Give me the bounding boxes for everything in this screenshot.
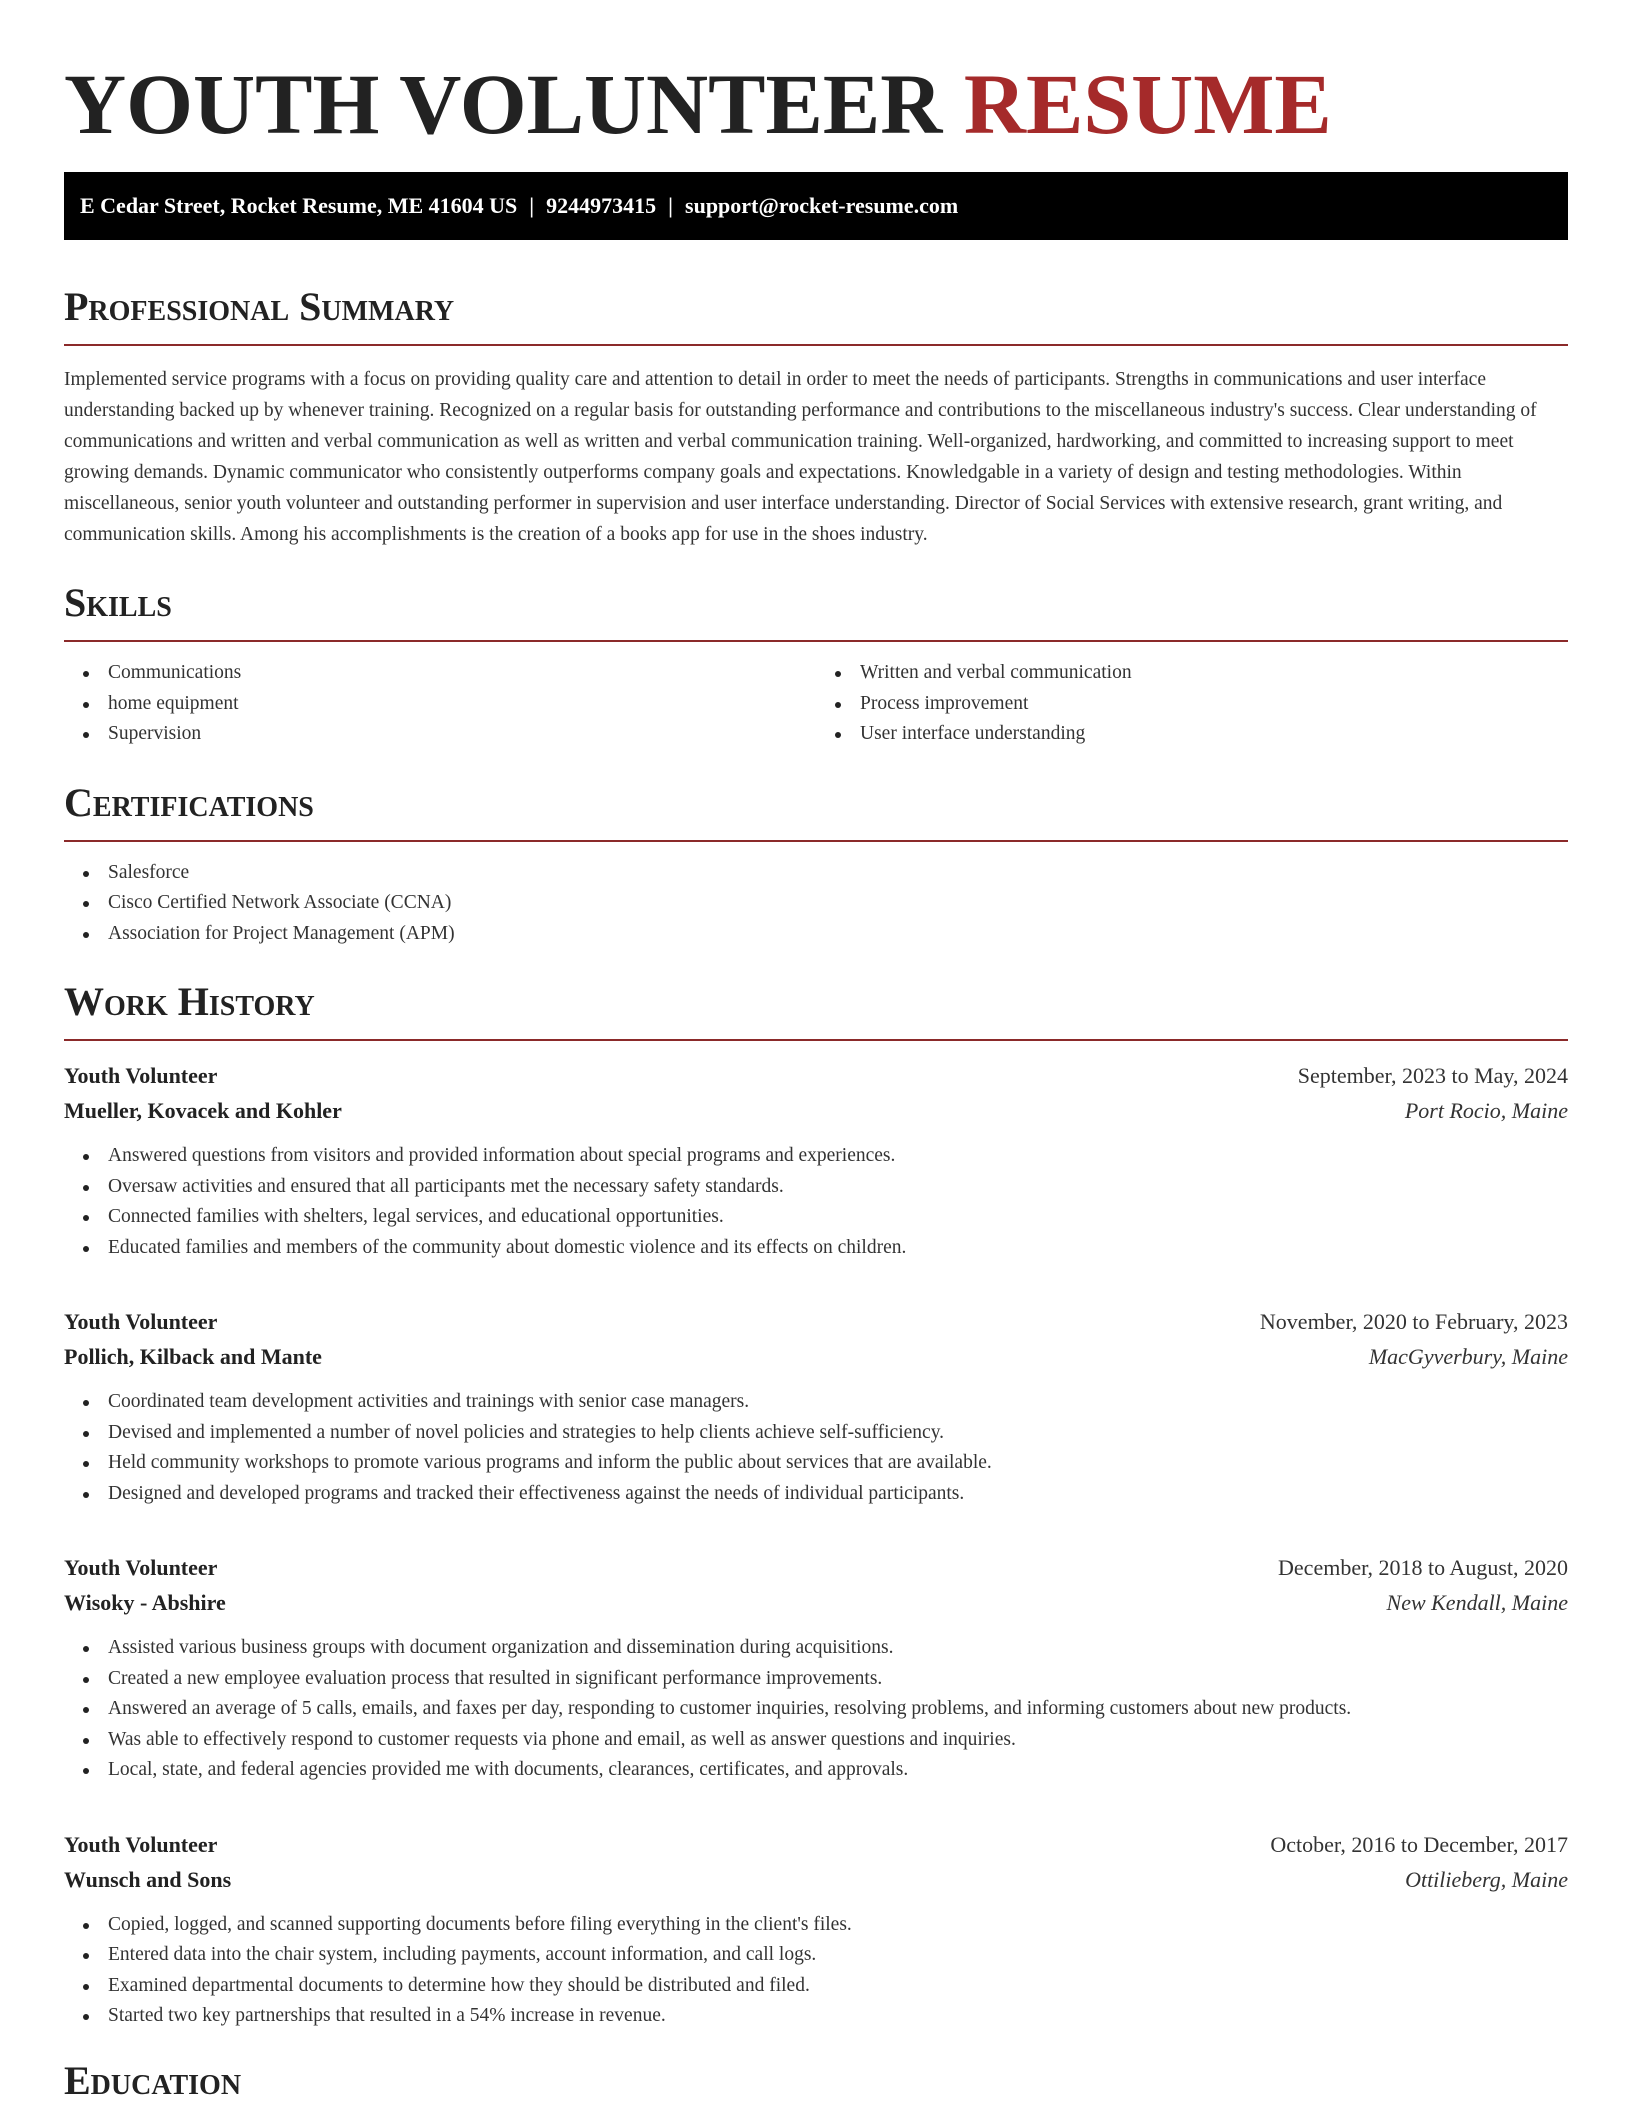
- skill-item: Communications: [108, 658, 816, 689]
- contact-phone: 9244973415: [546, 193, 657, 218]
- job-bullets: [64, 1387, 1568, 1509]
- job-dates: October, 2016 to December, 2017: [1270, 1831, 1568, 1857]
- skill-item: Supervision: [108, 719, 816, 750]
- skills-heading: Skills: [64, 580, 172, 625]
- skill-item: Process improvement: [860, 689, 1568, 720]
- contact-email: support@rocket-resume.com: [685, 193, 959, 218]
- job-company-row: [64, 1862, 1568, 1898]
- job-bullet: Created a new employee evaluation process that resulted in significant performance improvements.: [108, 1664, 1568, 1695]
- job-bullet: Copied, logged, and scanned supporting documents before filing everything in the client's files.: [108, 1910, 1568, 1941]
- skill-item: Written and verbal communication: [860, 658, 1568, 689]
- job-entry: [64, 1551, 1568, 1786]
- certification-item: Association for Project Management (APM): [108, 919, 1568, 950]
- title-accent: RESUME: [963, 56, 1332, 152]
- title-main: YOUTH VOLUNTEER: [64, 56, 943, 152]
- resume-title: [64, 0, 1568, 150]
- job-bullet: Coordinated team development activities and trainings with senior case managers.: [108, 1387, 1568, 1418]
- job-title: Youth Volunteer: [64, 1831, 218, 1857]
- certification-item: Cisco Certified Network Associate (CCNA): [108, 888, 1568, 919]
- job-bullet: Answered questions from visitors and provided information about special programs and experiences.: [108, 1141, 1568, 1172]
- job-company: Wisoky - Abshire: [64, 1590, 226, 1615]
- section-divider: [64, 840, 1568, 842]
- section-divider: [64, 1039, 1568, 1041]
- summary-text: Implemented service programs with a focus on providing quality care and attention to detail in order to meet the needs of participants. Strengths in communications and user interface understanding backed up by whenever training. Recognized on a regular basis for outstanding performance and contributions to the miscellaneous industry's success. Clear understanding of communications and written and verbal communication as well as written and verbal communication training. Well-organized, hardworking, and committed to increasing support to meet growing demands. Dynamic communicator who consistently outperforms company goals and expectations. Knowledgable in a variety of design and testing methodologies. Within miscellaneous, senior youth volunteer and outstanding performer in supervision and user interface understanding. Director of Social Services with extensive research, grant writing, and communication skills. Among his accomplishments is the creation of a books app for use in the shoes industry.: [64, 369, 1537, 545]
- skills-section: [64, 580, 1568, 750]
- job-bullet: Devised and implemented a number of novel policies and strategies to help clients achieve self-sufficiency.: [108, 1418, 1568, 1449]
- job-bullet: Designed and developed programs and tracked their effectiveness against the needs of individual participants.: [108, 1479, 1568, 1510]
- certifications-heading: Certifications: [64, 779, 314, 825]
- certifications-list: [64, 858, 1568, 950]
- job-dates: September, 2023 to May, 2024: [1297, 1063, 1568, 1088]
- job-location: Port Rocio, Maine: [1404, 1098, 1568, 1123]
- contact-bar: [64, 172, 1568, 240]
- skills-list-left: [64, 658, 816, 750]
- job-bullet: Answered an average of 5 calls, emails, and faxes per day, responding to customer inquiries, resolving problems, and informing customers about new products.: [108, 1694, 1568, 1725]
- job-company-row: [64, 1339, 1568, 1375]
- job-header-row: [64, 1828, 1568, 1862]
- job-entry: [64, 1305, 1568, 1509]
- job-company-row: [64, 1093, 1568, 1129]
- summary-section: [64, 284, 1568, 550]
- resume-page: [64, 0, 1568, 2104]
- job-company-row: [64, 1585, 1568, 1621]
- job-bullet: Started two key partnerships that resulted in a 54% increase in revenue.: [108, 2001, 1568, 2032]
- education-section: [64, 2058, 1568, 2104]
- summary-heading: Professional Summary: [64, 284, 455, 329]
- job-company: Pollich, Kilback and Mante: [64, 1344, 322, 1369]
- job-entry: [64, 1828, 1568, 2032]
- job-location: MacGyverbury, Maine: [1368, 1344, 1568, 1369]
- work-history-heading: Work History: [64, 979, 315, 1024]
- job-bullet: Examined departmental documents to determine how they should be distributed and filed.: [108, 1971, 1568, 2002]
- job-header-row: [64, 1305, 1568, 1339]
- section-divider: [64, 344, 1568, 346]
- job-location: New Kendall, Maine: [1386, 1590, 1568, 1615]
- job-bullet: Assisted various business groups with document organization and dissemination during acquisitions.: [108, 1633, 1568, 1664]
- skill-item: User interface understanding: [860, 719, 1568, 750]
- job-bullet: Held community workshops to promote various programs and inform the public about services that are available.: [108, 1448, 1568, 1479]
- skills-grid: [64, 642, 1568, 750]
- job-company: Mueller, Kovacek and Kohler: [64, 1098, 342, 1123]
- job-title: Youth Volunteer: [64, 1555, 218, 1580]
- skill-item: home equipment: [108, 689, 816, 720]
- skills-list-right: [816, 658, 1568, 750]
- job-bullets: [64, 1633, 1568, 1786]
- contact-address: E Cedar Street, Rocket Resume, ME 41604 US: [80, 193, 518, 218]
- job-entry: [64, 1059, 1568, 1263]
- job-bullet: Educated families and members of the community about domestic violence and its effects on children.: [108, 1233, 1568, 1264]
- certification-item: Salesforce: [108, 858, 1568, 889]
- contact-separator: |: [529, 193, 535, 218]
- job-header-row: [64, 1551, 1568, 1585]
- job-location: Ottilieberg, Maine: [1405, 1866, 1568, 1892]
- job-title: Youth Volunteer: [64, 1309, 218, 1334]
- certifications-section: [64, 780, 1568, 950]
- job-dates: December, 2018 to August, 2020: [1278, 1555, 1568, 1580]
- job-header-row: [64, 1059, 1568, 1093]
- job-bullet: Entered data into the chair system, including payments, account information, and call logs.: [108, 1940, 1568, 1971]
- job-title: Youth Volunteer: [64, 1063, 218, 1088]
- job-bullets: [64, 1141, 1568, 1263]
- job-dates: November, 2020 to February, 2023: [1259, 1309, 1568, 1334]
- education-heading: Education: [64, 2057, 242, 2103]
- contact-separator: |: [668, 193, 674, 218]
- job-bullets: [64, 1910, 1568, 2032]
- job-bullet: Oversaw activities and ensured that all participants met the necessary safety standards.: [108, 1172, 1568, 1203]
- job-bullet: Connected families with shelters, legal services, and educational opportunities.: [108, 1202, 1568, 1233]
- job-company: Wunsch and Sons: [64, 1866, 232, 1892]
- work-history-section: [64, 979, 1568, 2032]
- job-bullet: Was able to effectively respond to customer requests via phone and email, as well as answer questions and inquiries.: [108, 1725, 1568, 1756]
- job-bullet: Local, state, and federal agencies provided me with documents, clearances, certificates, and approvals.: [108, 1755, 1568, 1786]
